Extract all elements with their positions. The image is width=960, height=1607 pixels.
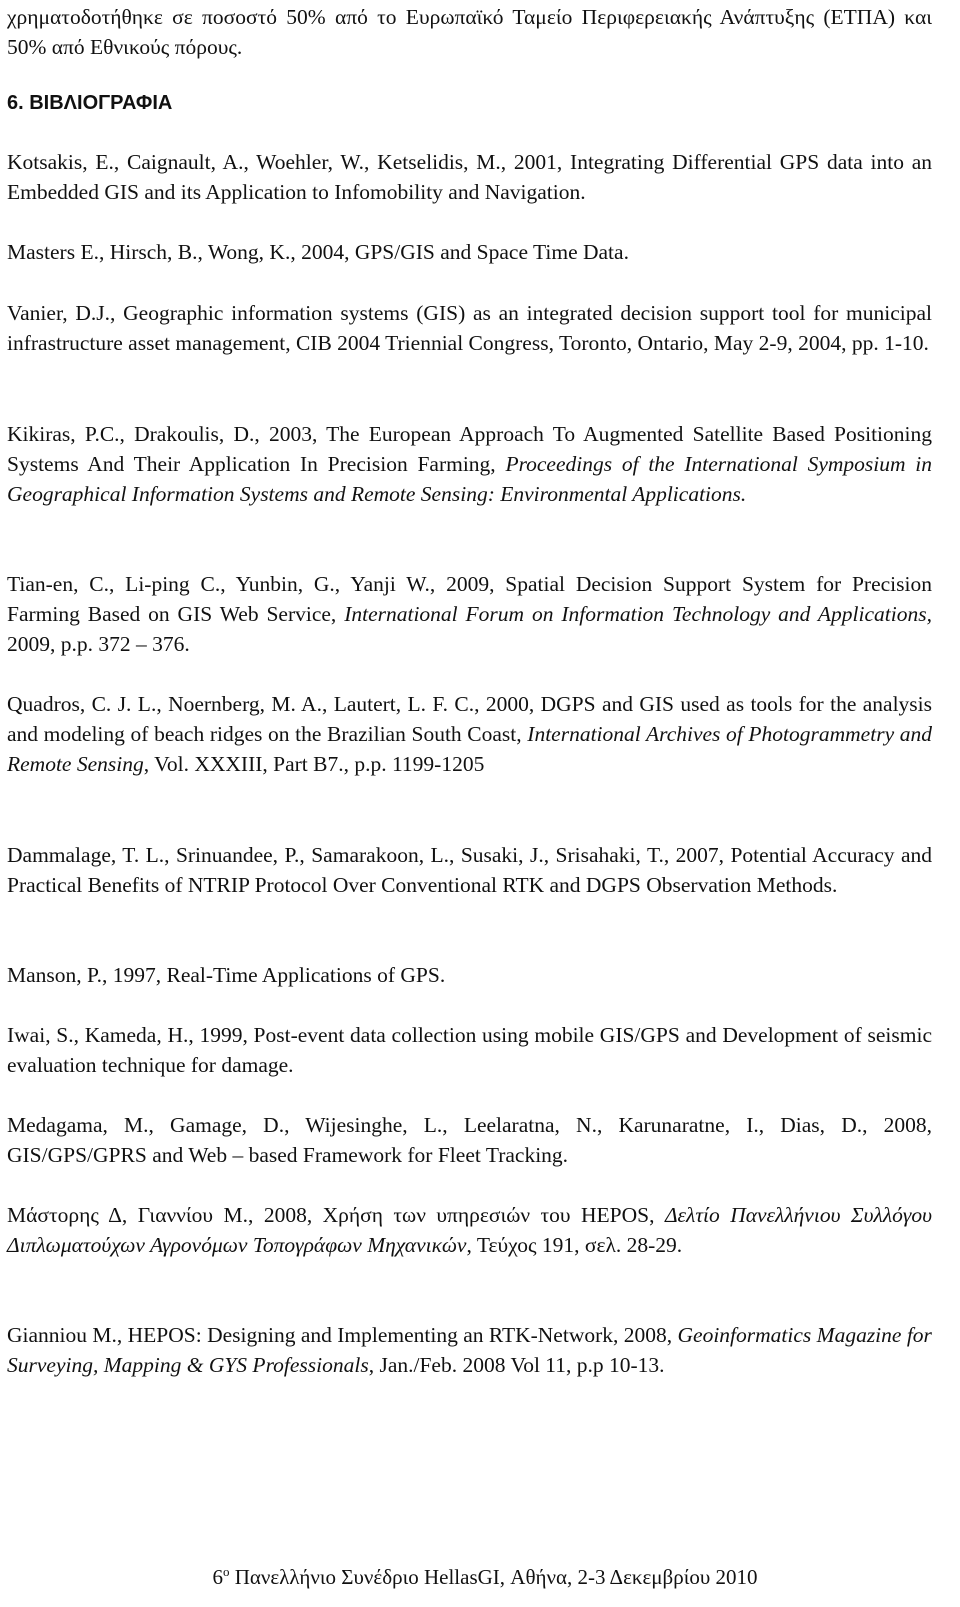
reference-text: Quadros, C. J. L., Noernberg, M. A., Lautert, L. F. C., 2000, DGPS and GIS used as tools for the analysis and modeling of beach ridges on the Brazilian South Coast,	[7, 692, 932, 746]
reference-item	[7, 237, 932, 267]
reference-source: International Archives of Photogrammetry and Remote Sensing	[7, 722, 932, 776]
reference-item	[7, 419, 932, 509]
reference-tail: , Τεύχος 191, σελ. 28-29.	[466, 1233, 683, 1257]
reference-item	[7, 1020, 932, 1080]
reference-tail: , Vol. XXXIII, Part B7., p.p. 1199-1205	[143, 752, 485, 776]
footer-ordinal-superscript: ο	[222, 1564, 230, 1579]
reference-tail: 2009, p.p. 372 – 376.	[7, 632, 190, 656]
reference-item	[7, 569, 932, 659]
footer-conference-number: 6	[212, 1565, 223, 1589]
reference-item	[7, 960, 932, 990]
reference-text: Manson, P., 1997, Real-Time Applications of GPS.	[7, 963, 446, 987]
reference-text: Gianniou M., HEPOS: Designing and Implementing an RTK-Network, 2008,	[7, 1323, 678, 1347]
reference-source: Δελτίο Πανελλήνιου Συλλόγου Διπλωματούχων Αγρονόμων Τοπογράφων Μηχανικών	[7, 1203, 932, 1257]
reference-text: Medagama, M., Gamage, D., Wijesinghe, L., Leelaratna, N., Karunaratne, I., Dias, D., 2008, GIS/GPS/GPRS and Web – based Framework for Fleet Tracking.	[7, 1113, 932, 1167]
reference-item	[7, 689, 932, 779]
reference-tail: , Jan./Feb. 2008 Vol 11, p.p 10-13.	[368, 1353, 665, 1377]
reference-source: International Forum on Information Technology and Applications,	[344, 602, 932, 626]
page-footer	[0, 1562, 960, 1592]
reference-text: Iwai, S., Kameda, H., 1999, Post-event data collection using mobile GIS/GPS and Development of seismic evaluation technique for damage.	[7, 1023, 932, 1077]
intro-paragraph: χρηματοδοτήθηκε σε ποσοστό 50% από το Ευρωπαϊκό Ταμείο Περιφερειακής Ανάπτυξης (ΕΤΠΑ) και 50% από Εθνικούς πόρους.	[7, 5, 932, 59]
reference-text: Kotsakis, E., Caignault, A., Woehler, W., Ketselidis, M., 2001, Integrating Differential GPS data into an Embedded GIS and its Application to Infomobility and Navigation.	[7, 150, 932, 204]
reference-text: Dammalage, T. L., Srinuandee, P., Samarakoon, L., Susaki, J., Srisahaki, T., 2007, Potential Accuracy and Practical Benefits of NTRIP Protocol Over Conventional RTK and DGPS Observation Methods.	[7, 843, 932, 897]
reference-source: Proceedings of the International Symposium in Geographical Information Systems and Remote Sensing: Environmental Applications.	[7, 452, 932, 506]
footer-conference-text: Πανελλήνιο Συνέδριο HellasGI, Αθήνα, 2-3 Δεκεμβρίου 2010	[229, 1565, 758, 1589]
reference-text: Μάστορης Δ, Γιαννίου Μ., 2008, Χρήση των υπηρεσιών του HEPOS,	[7, 1203, 665, 1227]
reference-source: Geoinformatics Magazine for Surveying, Mapping & GYS Professionals	[7, 1323, 932, 1377]
reference-item	[7, 840, 932, 900]
section-heading: 6. ΒΙΒΛΙΟΓΡΑΦΙΑ	[7, 92, 173, 114]
reference-text: Kikiras, P.C., Drakoulis, D., 2003, The European Approach To Augmented Satellite Based Positioning Systems And Their Application In Precision Farming,	[7, 422, 932, 476]
reference-item	[7, 1200, 932, 1260]
reference-text: Tian-en, C., Li-ping C., Yunbin, G., Yanji W., 2009, Spatial Decision Support System for Precision Farming Based on GIS Web Service,	[7, 572, 932, 626]
reference-item	[7, 147, 932, 207]
reference-item	[7, 1320, 932, 1380]
reference-item	[7, 298, 932, 358]
reference-text: Vanier, D.J., Geographic information systems (GIS) as an integrated decision support tool for municipal infrastructure asset management, CIB 2004 Triennial Congress, Toronto, Ontario, May 2-9, 2004, pp. 1-10.	[7, 301, 932, 355]
reference-text: Masters E., Hirsch, B., Wong, K., 2004, GPS/GIS and Space Time Data.	[7, 240, 629, 264]
reference-item	[7, 1110, 932, 1170]
